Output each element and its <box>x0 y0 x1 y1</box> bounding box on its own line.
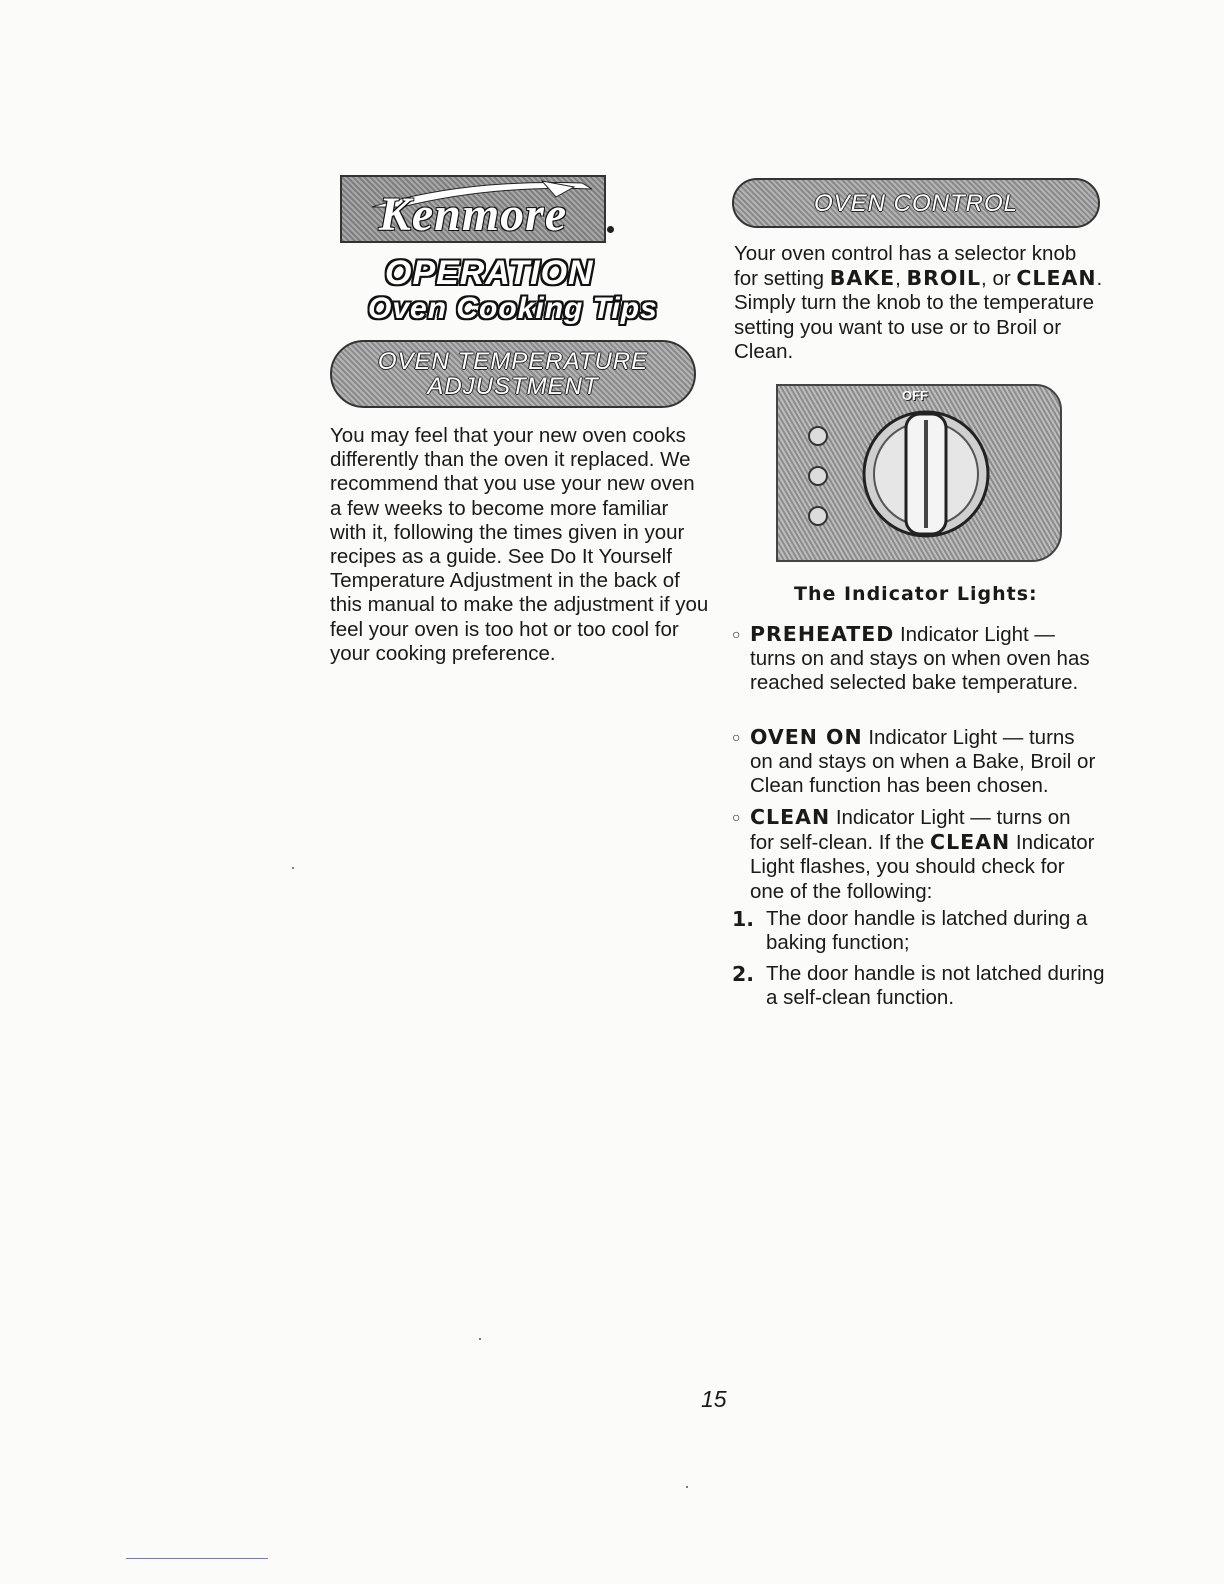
bullet-icon: ○ <box>732 729 741 745</box>
bake-keyword: BAKE <box>829 266 896 291</box>
page-title: OPERATION <box>385 254 594 292</box>
selector-knob-icon <box>778 386 1062 562</box>
page-number: 15 <box>701 1386 727 1412</box>
indicator-description: Indicator Light — turns on and stays on when a Bake, Broil or Clean function has been chosen. <box>750 726 1096 798</box>
bullet-icon: ○ <box>732 809 741 825</box>
clean-keyword: CLEAN <box>1016 266 1097 291</box>
oven-control-banner <box>732 178 1100 228</box>
indicator-description: Indicator Light flashes, you should check for one of the following: <box>750 831 1095 903</box>
indicator-description: Indicator Light — turns on for self-clean. If the <box>750 806 1071 855</box>
indicator-oven-on-item <box>732 725 1096 799</box>
check-number: 2. <box>732 962 755 986</box>
indicator-name: CLEAN <box>750 805 831 829</box>
scan-speck <box>292 867 294 869</box>
indicator-name: OVEN ON <box>750 725 863 749</box>
check-number: 1. <box>732 907 755 931</box>
check-text: The door handle is latched during a baking function; <box>766 907 1088 955</box>
indicator-description: Indicator Light — turns on and stays on when oven has reached selected bake temperature. <box>750 623 1090 695</box>
control-text-sep: , or <box>981 267 1017 291</box>
check-item <box>732 962 1106 1010</box>
control-text-sep: , <box>895 267 907 291</box>
scan-speck <box>479 1338 481 1340</box>
page-subtitle: Oven Cooking Tips <box>368 292 658 325</box>
footer-divider <box>126 1558 268 1559</box>
logo-wordmark: Kenmore <box>378 188 568 241</box>
check-text: The door handle is not latched during a self-clean function. <box>766 962 1105 1010</box>
temperature-adjustment-banner <box>330 340 696 408</box>
knob-off-label: OFF <box>902 388 928 403</box>
oven-control-knob-illustration <box>776 384 1062 562</box>
kenmore-logo <box>340 175 606 243</box>
indicator-clean-item <box>732 805 1096 904</box>
indicator-name: PREHEATED <box>750 622 895 646</box>
control-text-part: Your oven control has a selector knob for setting <box>734 242 1077 291</box>
control-text-part: . Simply turn the knob to the temperature setting you want to use or to Broil or Clean. <box>734 267 1103 363</box>
indicator-name: CLEAN <box>930 830 1011 855</box>
banner-line-1: OVEN TEMPERATURE <box>377 348 649 375</box>
logo-dot <box>607 226 614 233</box>
indicator-preheated-item <box>732 622 1096 696</box>
indicator-lights-heading: The Indicator Lights: <box>794 583 1038 605</box>
banner-line-2: ADJUSTMENT <box>427 373 599 400</box>
bullet-icon: ○ <box>732 626 741 642</box>
scan-speck <box>686 1486 688 1488</box>
check-item <box>732 907 1106 955</box>
oven-control-text <box>734 242 1104 364</box>
temperature-adjustment-text: You may feel that your new oven cooks differently than the oven it replaced. We recommend that you use your new oven a few weeks to become more familiar with it, following the times given in your recipes as a guide. See Do It Yourself Temperature Adjustment in the back of this manual to make the adjustment if you feel your oven is too hot or too cool for your cooking preference. <box>330 424 709 665</box>
broil-keyword: BROIL <box>906 266 982 291</box>
oven-control-banner-label: OVEN CONTROL <box>813 189 1019 217</box>
